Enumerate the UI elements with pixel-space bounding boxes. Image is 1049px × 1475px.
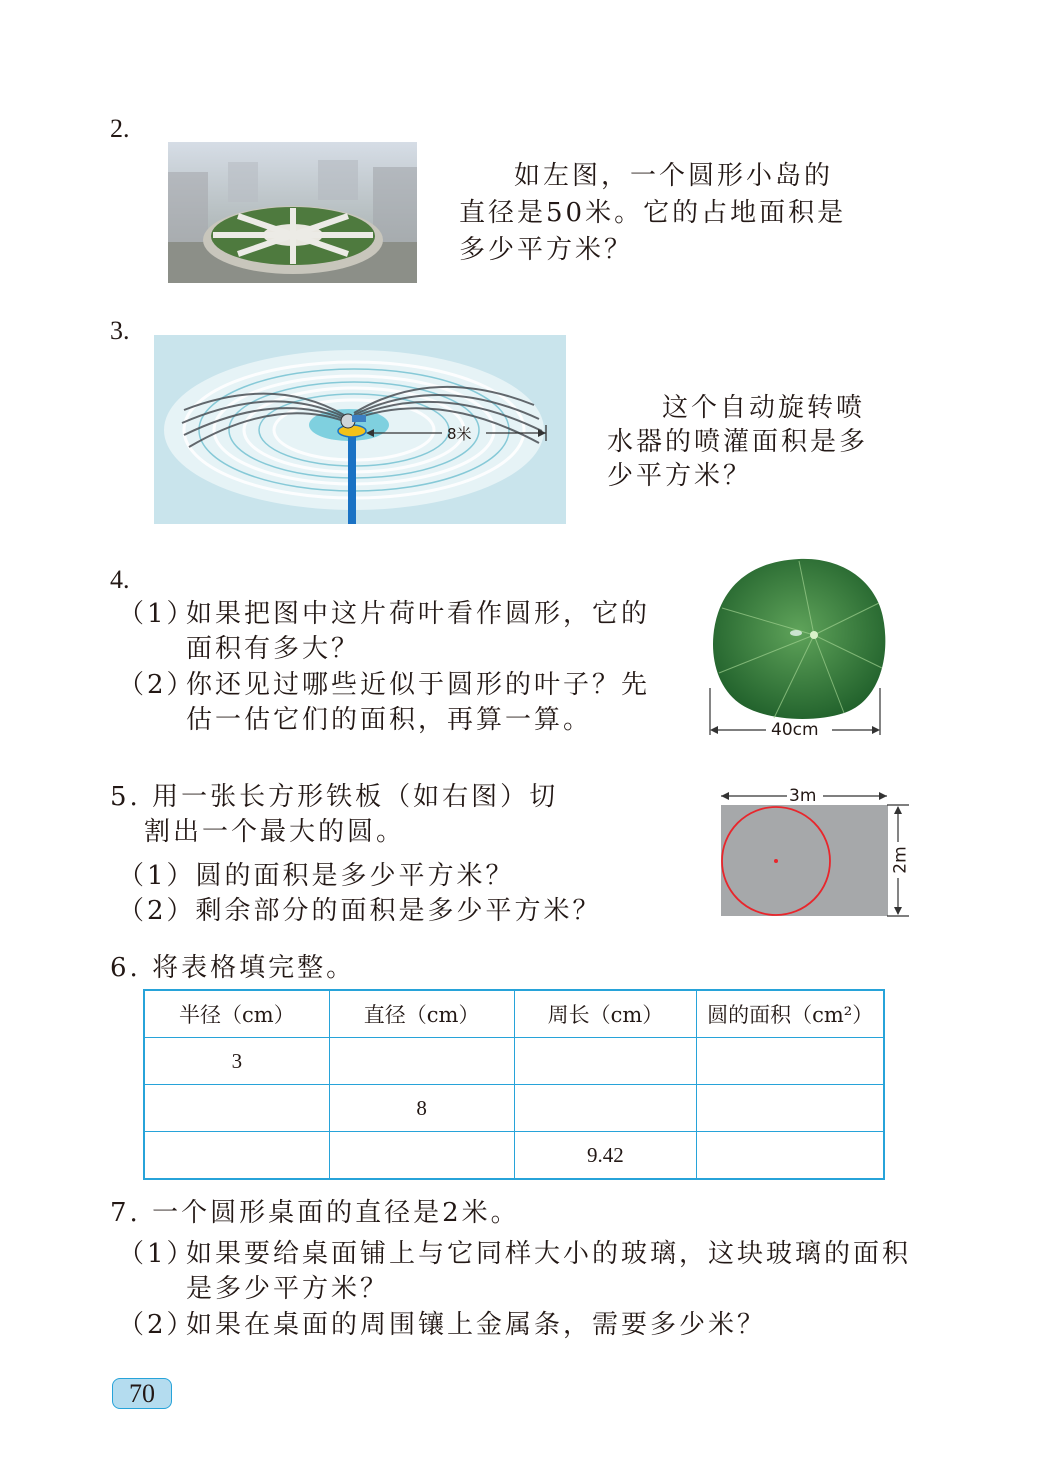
- circle-data-table: [143, 989, 885, 1180]
- header-circumference: 周长（cm）: [514, 990, 697, 1038]
- header-diameter: 直径（cm）: [329, 990, 514, 1038]
- sheet-width-label: 3m: [789, 786, 817, 806]
- header-area: 圆的面积（cm²）: [697, 990, 884, 1038]
- problem-5-line-2: 割出一个最大的圆。: [144, 817, 406, 847]
- problem-2-line-2: 直径是50米。它的占地面积是: [459, 198, 847, 228]
- problem-5-line-1: 5. 用一张长方形铁板（如右图）切: [110, 782, 559, 812]
- problem-4-item-1-line-1: 如果把图中这片荷叶看作圆形，它的: [186, 599, 651, 629]
- sheet-height-label: 2m: [890, 846, 911, 874]
- problem-7-item-1-tag: （1）: [118, 1239, 196, 1269]
- problem-3-line-3: 少平方米？: [607, 461, 753, 491]
- table-cell[interactable]: [514, 1085, 697, 1132]
- problem-4-item-1-line-2: 面积有多大？: [186, 634, 361, 664]
- table-header-row: [144, 990, 884, 1038]
- table-cell[interactable]: [697, 1038, 884, 1085]
- iron-sheet-figure: [715, 786, 920, 921]
- problem-7-item-2-tag: （2）: [118, 1310, 196, 1340]
- problem-2-number: 2.: [110, 114, 130, 143]
- problem-7-title: 7. 一个圆形桌面的直径是2米。: [110, 1198, 520, 1228]
- problem-4-item-1-tag: （1）: [118, 599, 196, 629]
- table-row: [144, 1132, 884, 1180]
- problem-5-item-1: （1）圆的面积是多少平方米？: [118, 861, 515, 891]
- page-number: 70: [112, 1378, 172, 1409]
- problem-3-number: 3.: [110, 316, 130, 345]
- problem-5-item-2: （2）剩余部分的面积是多少平方米？: [118, 896, 602, 926]
- table-cell[interactable]: [697, 1132, 884, 1180]
- problem-3-line-1: 这个自动旋转喷: [662, 393, 866, 423]
- problem-4-item-2-tag: （2）: [118, 670, 196, 700]
- table-cell[interactable]: [144, 1085, 329, 1132]
- table-row: [144, 1085, 884, 1132]
- problem-4-item-2-line-2: 估一估它们的面积，再算一算。: [186, 705, 593, 735]
- sprinkler-radius-label: 8米: [447, 425, 472, 443]
- header-radius: 半径（cm）: [144, 990, 329, 1038]
- table-cell[interactable]: 9.42: [514, 1132, 697, 1180]
- problem-4-item-2-line-1: 你还见过哪些近似于圆形的叶子？先: [186, 670, 651, 700]
- table-cell[interactable]: 3: [144, 1038, 329, 1085]
- table-cell[interactable]: [514, 1038, 697, 1085]
- table-cell[interactable]: 8: [329, 1085, 514, 1132]
- table-cell[interactable]: [329, 1038, 514, 1085]
- lotus-leaf-figure: [704, 553, 894, 743]
- table-cell[interactable]: [697, 1085, 884, 1132]
- table-cell[interactable]: [329, 1132, 514, 1180]
- sprinkler-figure: [154, 335, 566, 524]
- table-cell[interactable]: [144, 1132, 329, 1180]
- leaf-diameter-label: 40cm: [771, 720, 819, 740]
- problem-7-item-2-line-1: 如果在桌面的周围镶上金属条，需要多少米？: [186, 1310, 767, 1340]
- problem-2-line-3: 多少平方米？: [459, 235, 634, 265]
- problem-4-number: 4.: [110, 565, 130, 594]
- problem-3-line-2: 水器的喷灌面积是多: [607, 427, 869, 457]
- problem-7-item-1-line-2: 是多少平方米？: [186, 1274, 390, 1304]
- problem-2-line-1: 如左图，一个圆形小岛的: [514, 161, 834, 191]
- problem-7-item-1-line-1: 如果要给桌面铺上与它同样大小的玻璃，这块玻璃的面积: [186, 1239, 912, 1269]
- table-row: [144, 1038, 884, 1085]
- island-photo: [168, 142, 417, 283]
- problem-6-title: 6. 将表格填完整。: [110, 953, 356, 983]
